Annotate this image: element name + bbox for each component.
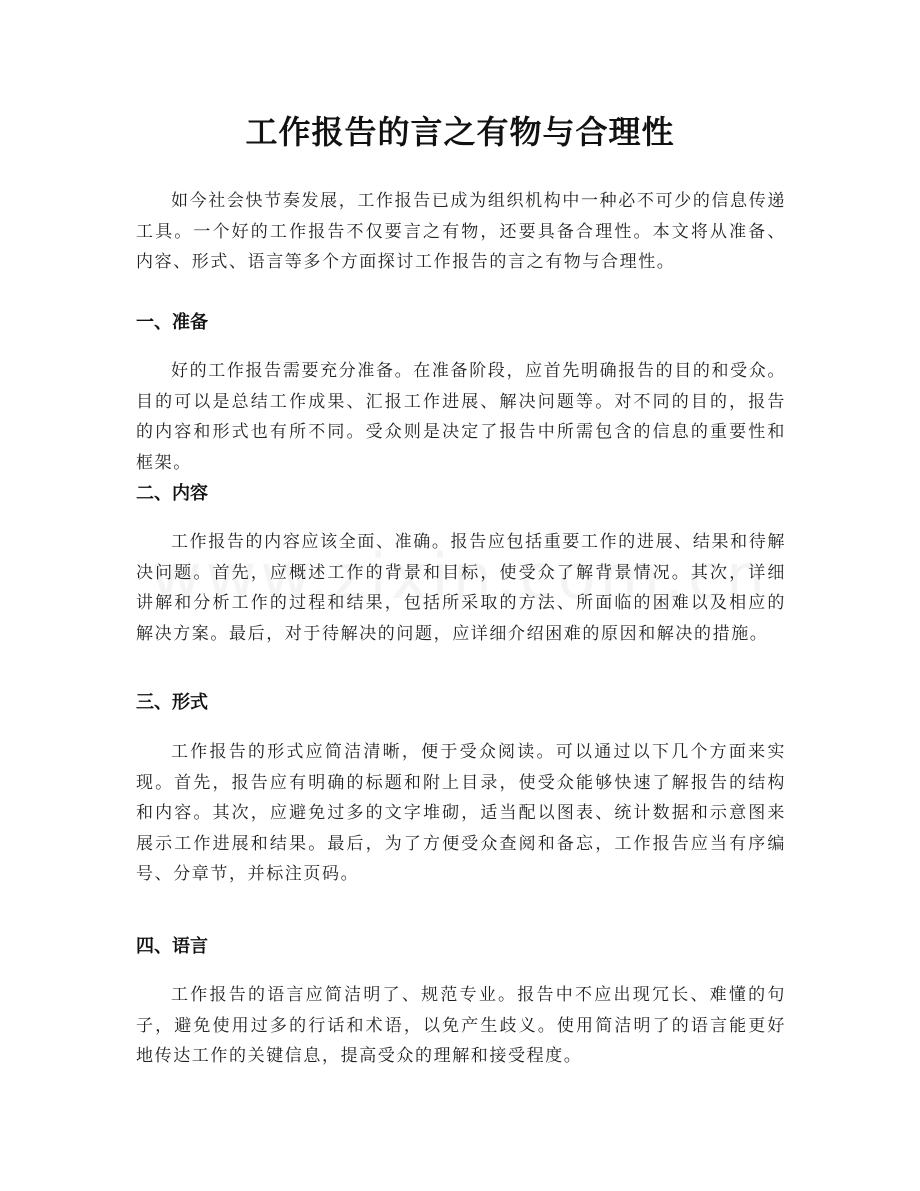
document-title: 工作报告的言之有物与合理性 <box>245 113 675 151</box>
section-body-language: 工作报告的语言应简洁明了、规范专业。报告中不应出现冗长、难懂的句子，避免使用过多的行话和术语，以免产生歧义。使用简洁明了的语言能更好地传达工作的关键信息，提高受众的理解和接受程度。 <box>136 985 786 1066</box>
section-heading-language: 四、语言 <box>136 936 208 957</box>
section-heading-content: 二、内容 <box>136 483 208 504</box>
section-heading-format: 三、形式 <box>136 692 208 713</box>
section-body-preparation: 好的工作报告需要充分准备。在准备阶段，应首先明确报告的目的和受众。目的可以是总结工作成果、汇报工作进展、解决问题等。对不同的目的，报告的内容和形式也有所不同。受众则是决定了报告中所需包含的信息的重要性和框架。 <box>136 361 786 473</box>
section-body-format: 工作报告的形式应简洁清晰，便于受众阅读。可以通过以下几个方面来实现。首先，报告应有明确的标题和附上目录，使受众能够快速了解报告的结构和内容。其次，应避免过多的文字堆砌，适当配以图表、统计数据和示意图来展示工作进展和结果。最后，为了方便受众查阅和备忘，工作报告应当有序编号、分章节，并标注页码。 <box>136 742 786 884</box>
section-body-content: 工作报告的内容应该全面、准确。报告应包括重要工作的进展、结果和待解决问题。首先，应概述工作的背景和目标，使受众了解背景情况。其次，详细讲解和分析工作的过程和结果，包括所采取的方法、所面临的困难以及相应的解决方案。最后，对于待解决的问题，应详细介绍困难的原因和解决的措施。 <box>136 532 786 644</box>
intro-paragraph: 如今社会快节奏发展，工作报告已成为组织机构中一种必不可少的信息传递工具。一个好的工作报告不仅要言之有物，还要具备合理性。本文将从准备、内容、形式、语言等多个方面探讨工作报告的言之有物与合理性。 <box>136 191 786 272</box>
section-heading-preparation: 一、准备 <box>136 312 208 333</box>
